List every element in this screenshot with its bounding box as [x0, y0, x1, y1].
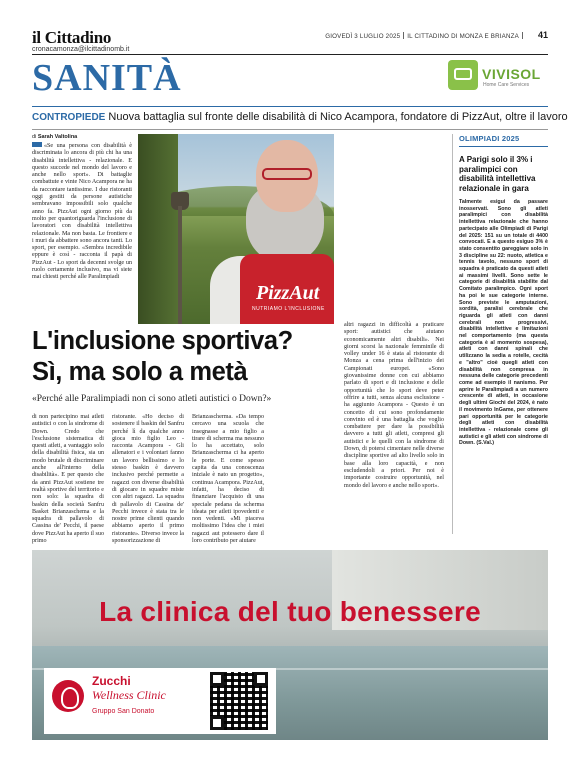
article-column-c: Brianzascherma. «Da tempo cercavo una scuola che insegnasse a mio figlio a tirare di scherma ma nessuno lo ha accettato, solo Brianzascherma ci ha aperto le porte. E come spesso capita da una conoscenza iniziale è nato un progetto», continua Acampora. PizzAut, infatti, ha deciso di finanziare l'acquisto di una speciale pedana da scherma ideata per atleti ipovedenti e non vedenti. «Mi piaceva moltissimo l'idea che i miei ragazzi aut potessero dare il loro contributo per aiutare: [192, 414, 264, 545]
clinic-logo-icon: [52, 680, 84, 712]
kicker: [32, 111, 568, 123]
lead-bullet-icon: [32, 142, 42, 147]
sidebar-header: OLIMPIADI 2025: [459, 134, 548, 147]
date: GIOVEDÌ 3 LUGLIO 2025: [325, 33, 401, 40]
kicker-label: CONTROPIEDE: [32, 112, 106, 123]
subheadline: «Perché alle Paralimpiadi non ci sono atleti autistici o Down?»: [32, 394, 272, 404]
divider: [522, 32, 523, 39]
article-column-1: [32, 142, 132, 328]
headline: [32, 326, 338, 388]
byline-prefix: di: [32, 134, 37, 140]
page-number: 41: [537, 30, 548, 40]
article-column-a: di non partecipino mai atleti autistici o con la sindrome di Down. Credo che l'esclusione sistematica di questi atleti, a vantaggio solo della disabilità fisica, sia un modo brutale di discriminare anche all'interno della disabilità». E per questo che da anni PizzAut sostiene tre realtà sportive del territorio e non solo: la squadra di baskin della società Sanfru Basket Brianzaschema e la squadra di pallavolo di Cassina de' Pecchi, il paese dove PizzAut ha aperto il suo primo: [32, 414, 104, 545]
ad-group: Gruppo San Donato: [92, 708, 155, 715]
article-text: «Se una persona con disabilità è discriminata lo ancora di più chi ha una disabilità intellettiva - relazionale. E questo succede nel mondo del lavoro e anche nello sport». Di battaglie combattute e vinte Nico Acampora ne ha da raccontare tantissime. I due ristoranti oggi gestiti da persone autistiche sembravano impossibili solo qualche anno fa. PizzAut ogni giorno più da molto per quantoriguarda l'inclusione di lavoratori con disabilità intellettiva relazionale. Ma non basta. Le frontiere e i muri da abbattere sono ancora tanti. Lo sport, per esempio. «Sembra incredibile eppure è così - racconta il papà di PizzAut - Lo sport da decenni svolge un ruolo certamente inclusivo, ma vi siete mai chiesti perché alle Paralimpiadi: [32, 143, 132, 281]
ad-headline: La clinica del tuo benessere: [99, 596, 481, 627]
byline: [32, 134, 77, 140]
masthead: [32, 22, 548, 52]
headline-line-1: L'inclusione sportiva?: [32, 327, 293, 355]
sponsor-tagline: Home Care Services: [483, 82, 530, 88]
contact-email: cronacamonza@ilcittadinomb.it: [32, 46, 130, 53]
photo-glasses: [262, 168, 312, 180]
apron-tagline: NUTRIAMO L'INCLUSIONE: [252, 306, 325, 312]
sponsor-logo: [448, 60, 548, 94]
ad-brand-card: [44, 668, 276, 734]
sidebar-title: A Parigi solo il 3% i paralimpici con disabilità intellettiva relazionale in gara: [459, 155, 536, 193]
photo-tree: [138, 134, 178, 324]
sponsor-name: VIVISOL: [482, 66, 541, 82]
section-title: SANITÀ: [32, 57, 182, 99]
qr-corner: [210, 716, 224, 730]
ad-brand: Zucchi: [92, 674, 131, 688]
kicker-text: Nuova battaglia sul fronte delle disabilità di Nico Acampora, fondatore di PizzAut, oltre il lavoro: [108, 111, 568, 123]
apron-brand: PizzAut: [256, 282, 320, 304]
photo-lamp-post: [178, 206, 182, 324]
dateline: [325, 32, 526, 40]
sponsor-icon-shape: [454, 68, 472, 80]
sidebar-body: Talmente esigui da passare inosservati. Sono gli atleti paralimpici con disabilità intellettiva relazionale che hanno partecipato alle Olimpiadi di Parigi del 2025: 151 su un totale di 4400 convocati. E a questo esiguo 3% è stato consentito gareggiare solo in 3 discipline su 22: nuoto, atletica e tennis tavolo, nessuno sport di squadra è praticato da questi atleti ai massimi livelli. Sono sette le categorie di disabilità stabilite dal Comitato paralimpico. Ogni sport ha poi le sue categorie interne. Sono previste le amputazioni, sordità, paralisi cerebrale che riguarda gli atleti con danni cerebrali non progressivi, disabilità intellettive e limitazioni nel comportamento (ma questa categoria è al momento sospesa), atleti con danni spinali che utilizzano la sedia a rotelle, cecità e "altro" cioè quegli atleti con disabilità non compresa in nessuna delle categorie precedenti come ad esempio il nanismo. Per aprire le Paralimpiadi a un numero crescente di atleti, in occasione degli ultimi Giochi del 2024, è nato il movimento InGame, per ottenere pari opportunità per le categorie degli atleti con disabilità intellettiva - relazionale come gli autistici e gli atleti con sindrome di Down. (S.Val.): [459, 199, 548, 447]
divider: [32, 129, 548, 130]
qr-corner: [254, 672, 268, 686]
paper-name: IL CITTADINO DI MONZA E BRIANZA: [407, 33, 519, 40]
sponsor-icon: [448, 60, 478, 90]
qr-code-icon[interactable]: [210, 672, 268, 730]
divider: [403, 32, 404, 39]
ad-brand-sub: Wellness Clinic: [92, 688, 166, 702]
divider: [32, 106, 548, 107]
article-column-b: ristorante. «Ho deciso di sostenere il baskin del Sanfru perché lì da qualche anno gioca mio figlio Leo - racconta Acampora - Gli allenatori e i volontari fanno un lavoro bellissimo e lo stesso baskin è davvero inclusivo perché permette a ragazzi con diverse disabilità di giocare in squadre miste con altri ragazzi. La squadra di pallavolo di Cassina de' Pecchi invece è stata tra le nostre prime clienti quando abbiamo aperto il primo ristorante». Diverso invece la sponsorizzazione di: [112, 414, 184, 545]
article-column-2: altri ragazzi in difficoltà a praticare sport: autistici che aiutano economicamente altri disabili». Nei giorni scorsi la nazionale femminile di volley under 16 è stata al ristorante di Monza a cena prima dell'inizio dei Campionati europei. «Sono giovanissime donne con cui abbiamo parlato di sport e di inclusione e delle opportunità che lo sport deve peter offrire a tutti, senza alcuna esclusione - ha aggiunto Acampora - Questo è un concetto di cui sono profondamente convinto ed è una battaglia che voglio combattere per dare la possibilità davvero a tutti gli atleti, compresi gli autistici e le quelli con la sindrome di Down, di potersi cimentare nelle diverse discipline sportive ad alto livello solo in base alla loro capacità, e non escludendoli a priori. Per noi è importante costruire opportunità, nel mondo del lavoro e anche nello sport».: [344, 322, 444, 489]
headline-line-2: Sì, ma solo a metà: [32, 358, 248, 386]
qr-corner: [210, 672, 224, 686]
newspaper-logo: il Cittadino: [32, 28, 112, 47]
sidebar-box: [452, 134, 548, 534]
advertisement[interactable]: [32, 550, 548, 740]
byline-author: Sarah Valtolina: [37, 134, 78, 140]
article-photo: [138, 134, 334, 324]
divider: [32, 54, 548, 55]
